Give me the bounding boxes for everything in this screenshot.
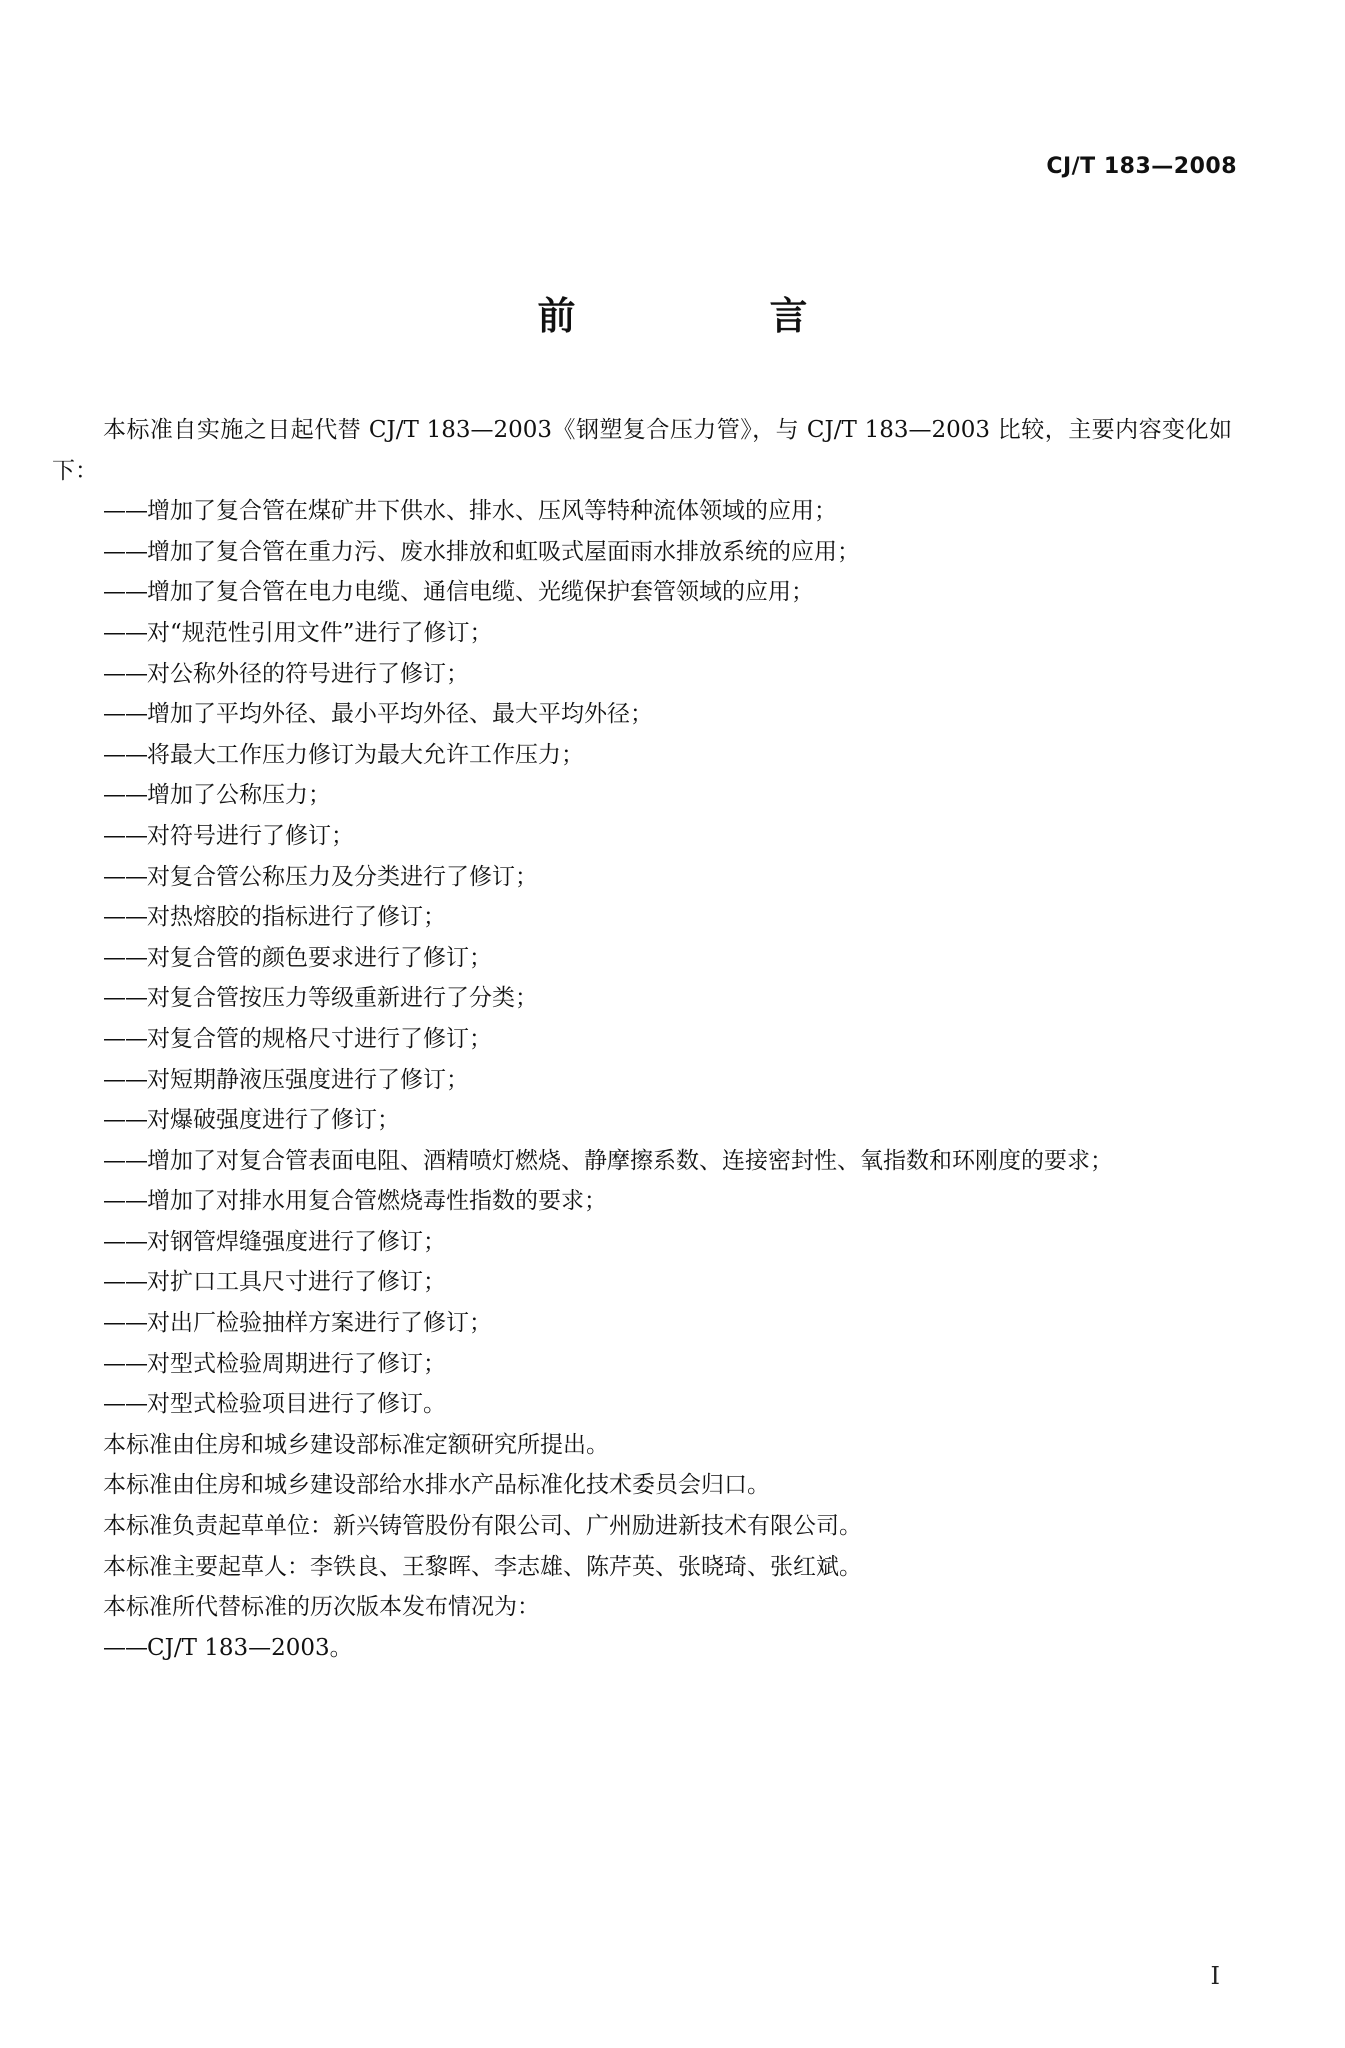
change-text: 对型式检验项目进行了修订。 (147, 1391, 446, 1418)
dash-marker: —— (103, 822, 147, 849)
change-item (52, 1019, 1232, 1060)
change-text: 对复合管的颜色要求进行了修订； (147, 944, 492, 971)
change-item (52, 491, 1232, 532)
change-item (52, 1060, 1232, 1101)
dash-marker: —— (103, 1025, 147, 1052)
change-item (52, 978, 1232, 1019)
change-item (52, 816, 1232, 857)
change-item (52, 897, 1232, 938)
dash-marker: —— (103, 660, 147, 687)
change-item (52, 532, 1232, 573)
dash-marker: —— (103, 619, 147, 646)
dash-marker: —— (103, 1188, 147, 1215)
change-text: 对扩口工具尺寸进行了修订； (147, 1269, 446, 1296)
dash-marker: —— (103, 701, 147, 728)
change-text: 对复合管公称压力及分类进行了修订； (147, 863, 538, 890)
dash-marker: —— (103, 498, 147, 525)
change-text: 对“规范性引用文件”进行了修订； (147, 619, 493, 646)
change-item (52, 735, 1232, 776)
change-text: 对钢管焊缝强度进行了修订； (147, 1228, 446, 1255)
change-text: 增加了公称压力； (147, 782, 331, 809)
dash-marker: —— (103, 904, 147, 931)
history-item (52, 1628, 1232, 1669)
intro-paragraph: 本标准自实施之日起代替 CJ/T 183—2003《钢塑复合压力管》，与 CJ/T 183—2003 比较，主要内容变化如下： (52, 417, 1232, 484)
change-item (52, 1344, 1232, 1385)
dash-marker: —— (103, 579, 147, 606)
page-number: I (1210, 1962, 1220, 1990)
dash-marker: —— (103, 1350, 147, 1377)
change-text: 对爆破强度进行了修订； (147, 1107, 400, 1134)
change-text: 增加了复合管在电力电缆、通信电缆、光缆保护套管领域的应用； (147, 579, 814, 606)
history-item-text: CJ/T 183—2003。 (147, 1634, 353, 1661)
change-item (52, 1384, 1232, 1425)
change-text: 对型式检验周期进行了修订； (147, 1350, 446, 1377)
change-text: 对出厂检验抽样方案进行了修订； (147, 1310, 492, 1337)
dash-marker: —— (103, 944, 147, 971)
change-item (52, 1181, 1232, 1222)
changes-list (52, 491, 1232, 1425)
dash-marker: —— (103, 782, 147, 809)
change-text: 对复合管的规格尺寸进行了修订； (147, 1025, 492, 1052)
change-text: 增加了复合管在煤矿井下供水、排水、压风等特种流体领域的应用； (147, 498, 837, 525)
change-text: 对复合管按压力等级重新进行了分类； (147, 985, 538, 1012)
change-item (52, 857, 1232, 898)
change-text: 对符号进行了修订； (147, 822, 354, 849)
dash-marker: —— (103, 1147, 147, 1174)
dash-marker: —— (103, 538, 147, 565)
document-code: CJ/T 183—2008 (1046, 154, 1237, 179)
dash-marker: —— (103, 1228, 147, 1255)
proposer-statement: 本标准由住房和城乡建设部标准定额研究所提出。 (103, 1431, 609, 1458)
change-item (52, 1303, 1232, 1344)
dash-marker: —— (103, 1269, 147, 1296)
foreword-body (52, 410, 1232, 1668)
change-text: 对短期静液压强度进行了修订； (147, 1066, 469, 1093)
change-text: 增加了复合管在重力污、废水排放和虹吸式屋面雨水排放系统的应用； (147, 538, 860, 565)
change-text: 对热熔胶的指标进行了修订； (147, 904, 446, 931)
change-item (52, 694, 1232, 735)
drafters-statement: 本标准主要起草人：李铁良、王黎晖、李志雄、陈芹英、张晓琦、张红斌。 (103, 1553, 862, 1580)
history-intro: 本标准所代替标准的历次版本发布情况为： (103, 1594, 540, 1621)
dash-marker: —— (103, 985, 147, 1012)
dash-marker: —— (103, 1066, 147, 1093)
change-item (52, 1141, 1232, 1182)
change-text: 增加了对复合管表面电阻、酒精喷灯燃烧、静摩擦系数、连接密封性、氧指数和环刚度的要求； (147, 1147, 1113, 1174)
dash-marker: —— (103, 741, 147, 768)
change-item (52, 938, 1232, 979)
change-text: 增加了对排水用复合管燃烧毒性指数的要求； (147, 1188, 607, 1215)
change-item (52, 775, 1232, 816)
change-text: 将最大工作压力修订为最大允许工作压力； (147, 741, 584, 768)
change-text: 对公称外径的符号进行了修订； (147, 660, 469, 687)
dash-marker: —— (103, 1634, 147, 1661)
dash-marker: —— (103, 1107, 147, 1134)
change-text: 增加了平均外径、最小平均外径、最大平均外径； (147, 701, 653, 728)
change-item (52, 1100, 1232, 1141)
change-item (52, 654, 1232, 695)
page-title: 前 言 (537, 294, 886, 338)
dash-marker: —— (103, 1310, 147, 1337)
change-item (52, 1262, 1232, 1303)
change-item (52, 1222, 1232, 1263)
change-item (52, 613, 1232, 654)
change-item (52, 572, 1232, 613)
dash-marker: —— (103, 1391, 147, 1418)
dash-marker: —— (103, 863, 147, 890)
committee-statement: 本标准由住房和城乡建设部给水排水产品标准化技术委员会归口。 (103, 1472, 770, 1499)
drafting-units-statement: 本标准负责起草单位：新兴铸管股份有限公司、广州励进新技术有限公司。 (103, 1513, 862, 1540)
